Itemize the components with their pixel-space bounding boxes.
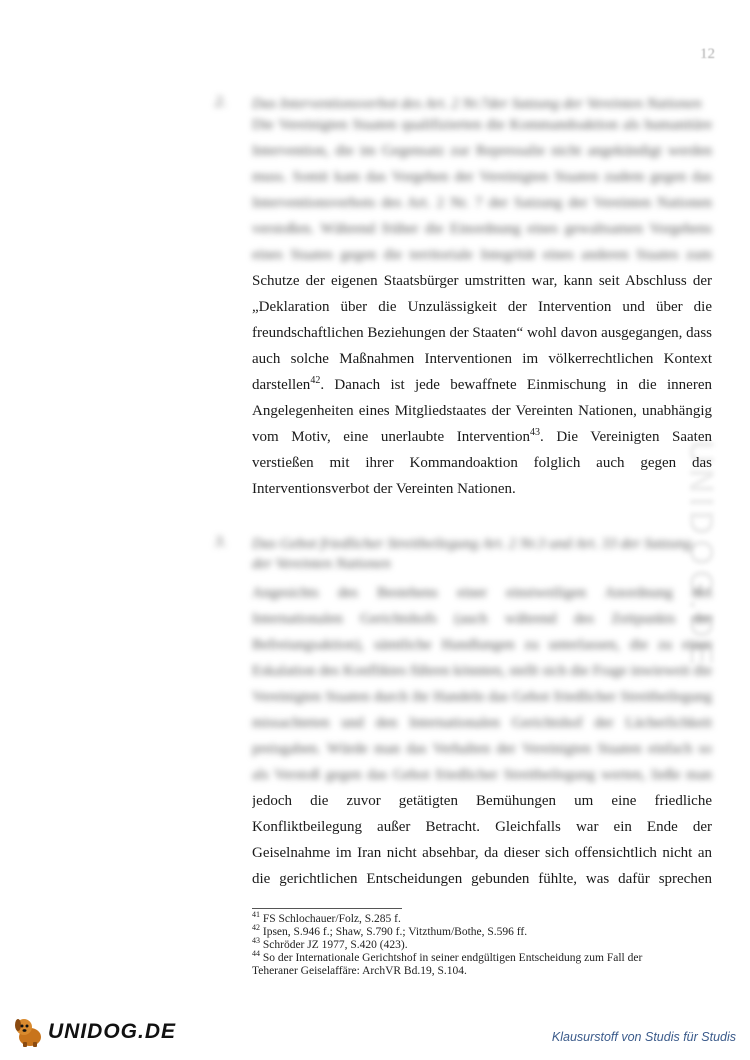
text-line: Geiselnahme im Iran nicht absehbar, da dieser sich offensichtlich nicht an	[252, 845, 712, 861]
section-3-body	[252, 580, 712, 892]
text-line	[252, 372, 712, 398]
page-number: 12	[700, 46, 715, 62]
blurred-line: missachteten und den Internationalen Gerichtshof der Lächerlichkeit	[252, 715, 712, 731]
section-title-line: der Vereinten Nationen	[252, 556, 391, 572]
blurred-line: Eskalation des Konfliktes führen könnten, stellt sich die Frage inwieweit die	[252, 663, 712, 679]
dog-icon	[12, 1015, 46, 1049]
text-line	[252, 424, 712, 450]
footnote-continuation: Teheraner Geiselaffäre: ArchVR Bd.19, S.104.	[252, 965, 467, 977]
text-fragment: darstellen	[252, 377, 311, 393]
text-line: Konfliktbeilegung außer Betracht. Gleichfalls war ein Ende der	[252, 819, 712, 835]
text-line: freundschaftlichen Beziehungen der Staaten“ wohl davon ausgegangen, dass	[252, 325, 712, 341]
blurred-line: Befreiungsaktion), sämtliche Handlungen zu unterlassen, die zu einer	[252, 637, 712, 653]
section-number: 2.	[215, 94, 227, 110]
section-title	[252, 534, 712, 574]
section-2-body	[252, 112, 712, 502]
text-line: Schutze der eigenen Staatsbürger umstritten war, kann seit Abschluss der	[252, 273, 712, 289]
text-fragment: . Die Vereinigten Saaten	[540, 429, 712, 445]
blurred-line: muss. Somit kam das Vorgehen der Vereinigten Staaten zudem gegen das	[252, 169, 712, 185]
blurred-line: Vereinigten Staaten durch ihr Handeln das Gebot friedlicher Streitbeilegung	[252, 689, 712, 705]
text-line: die gerichtlichen Entscheidungen gebunden fühlte, was dafür sprechen	[252, 871, 712, 887]
text-line: auch solche Maßnahmen Interventionen im völkerrechtlichen Kontext	[252, 351, 712, 367]
unidog-logo[interactable]	[12, 1012, 176, 1052]
text-line: verstießen mit ihrer Kommandoaktion folglich auch gegen das	[252, 455, 712, 471]
blurred-line: Angesichts des Bestehens einer einstweiligen Anordnung des	[252, 585, 712, 601]
blurred-line: Interventionsverbots des Art. 2 Nr. 7 der Satzung der Vereinten Nationen	[252, 195, 712, 211]
blurred-line: als Verstoß gegen das Gebot friedlicher Streitbeilegung werten, ließe man	[252, 767, 712, 783]
blurred-line: eines Staates gegen die territoriale Integrität eines anderen Staates zum	[252, 247, 712, 263]
blurred-line: Internationalen Gerichtshofs (auch während des Zeitpunkts der	[252, 611, 712, 627]
footnote-divider	[252, 908, 402, 909]
footnote-mark: 43	[530, 427, 541, 438]
watermark: UNIDOG.DE	[682, 440, 720, 669]
section-title: Das Interventionsverbot des Art. 2 Nr.7der Satzung der Vereinten Nationen	[252, 96, 702, 112]
blurred-line: preisgaben. Würde man das Verhalten der Vereinigten Staaten einfach so	[252, 741, 712, 757]
footnote: $^{43}$ Schröder JZ 1977, S.420 (423).	[252, 936, 408, 951]
text-line: Interventionsverbot der Vereinten Nationen.	[252, 481, 516, 497]
text-fragment: vom Motiv, eine unerlaubte Intervention	[252, 429, 531, 445]
text-line: Angelegenheiten eines Mitgliedstaates der Vereinten Nationen, unabhängig	[252, 403, 712, 419]
footnote: $^{41}$ FS Schlochauer/Folz, S.285 f.	[252, 910, 401, 925]
logo-text: UNIDOG.DE	[48, 1020, 177, 1043]
blurred-line: Intervention, die im Gegensatz zur Repressalie nicht angekündigt werden	[252, 143, 712, 159]
footnote: $^{42}$ Ipsen, S.946 f.; Shaw, S.790 f.; Vitzthum/Bothe, S.596 ff.	[252, 923, 528, 938]
section-number: 3.	[215, 534, 227, 550]
section-title-line: Das Gebot friedlicher Streitbeilegung Art. 2 Nr.3 und Art. 33 der Satzung	[252, 536, 692, 552]
footnotes	[252, 910, 712, 978]
text-line: jedoch die zuvor getätigten Bemühungen um eine friedliche	[252, 793, 712, 809]
footer-slogan: Klausurstoff von Studis für Studis	[551, 1030, 736, 1044]
footnote: $^{44}$ So der Internationale Gerichtshof in seiner endgültigen Entscheidung zum Fall der	[252, 949, 643, 964]
footnote-mark: 42	[310, 375, 321, 386]
text-line: „Deklaration über die Unzulässigkeit der Intervention und über die	[252, 299, 712, 315]
blurred-line: verstoßen. Während früher die Einordnung eines gewaltsamen Vorgehens	[252, 221, 712, 237]
text-fragment: . Danach ist jede bewaffnete Einmischung in die inneren	[320, 377, 712, 393]
blurred-line: Die Vereinigten Staaten qualifizierten die Kommandoaktion als humanitäre	[252, 117, 712, 133]
